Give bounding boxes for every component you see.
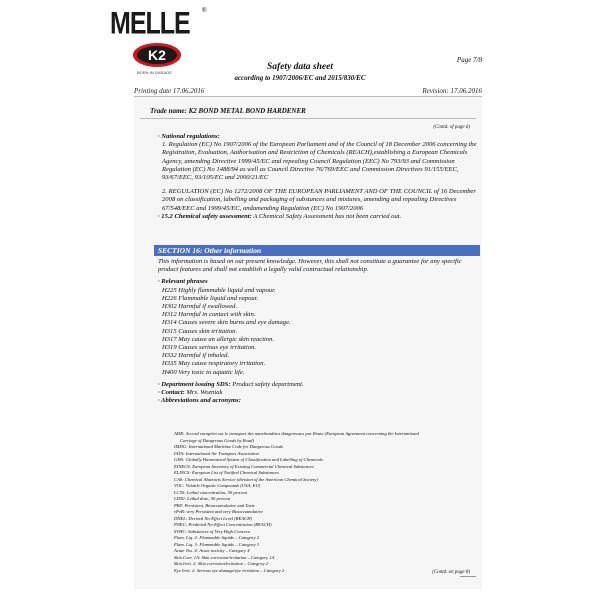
abbreviation-item: GHS: Globally Harmonised System of Classification and Labelling of Chemicals [174, 457, 323, 462]
abbreviation-item: Skin Corr. 1A: Skin corrosion/irritation – Category 1A [174, 554, 275, 560]
abbreviation-item: IATA: International Air Transport Association [174, 450, 259, 456]
phrases-heading: · Relevant phrases [158, 278, 208, 286]
abbreviation-item: ADR: Accord européen sur le transport des marchandises dangereuses par Route (European Agreement concerning the International [174, 431, 419, 436]
document-title: Safety data sheet [267, 62, 333, 72]
document-body [134, 96, 482, 589]
continued-from: (Contd. of page 6) [433, 125, 470, 130]
date-row [134, 87, 482, 95]
abbreviations-list [174, 431, 474, 574]
csa-label: · 15.2 Chemical safety assessment: [158, 212, 252, 220]
department-text: Product safety department. [230, 380, 304, 388]
divider [460, 576, 476, 577]
printing-date: Printing date 17.06.2016 [134, 87, 205, 95]
phrase-item: H317 May cause an allergic skin reaction. [162, 335, 275, 343]
section-16-body [158, 258, 478, 405]
phrase-item: H225 Highly flammable liquid and vapour. [162, 286, 276, 294]
abbreviation-item: ELINCS: European List of Notified Chemical Substances [174, 470, 279, 475]
k2-text: K2 [148, 47, 166, 63]
abbreviation-item: Carriage of Dangerous Goods by Road) [180, 437, 254, 443]
document-subtitle: according to 1907/2006/EC and 2015/830/EC [234, 74, 366, 82]
abbreviation-item: LD50: Lethal dose, 50 percent [174, 496, 231, 501]
phrase-item: H400 Very toxic to aquatic life. [162, 368, 245, 376]
national-regulations [158, 133, 478, 221]
abbreviation-item: vPvB: very Persistent and very Bioaccumulative [174, 509, 263, 514]
abbreviation-item: PNEC: Predicted No-Effect Concentration (REACH) [174, 522, 272, 527]
abbreviation-item: EINECS: European Inventory of Existing Commercial Chemical Substances [174, 463, 314, 469]
phrase-item: H315 Causes skin irritation. [162, 327, 238, 335]
phrase-item: H302 Harmful if swallowed. [162, 303, 238, 311]
trade-name: Trade name: K2 BOND METAL BOND HARDENER [150, 107, 306, 115]
divider [140, 118, 476, 119]
contact-label: · Contact: [158, 389, 185, 397]
page-number: Page 7/8 [456, 56, 482, 64]
abbreviation-item: VOC: Volatile Organic Compounds (USA, EU) [174, 483, 261, 488]
disclaimer: This information is based on our present knowledge. However, this shall not constitute a guarantee for any specific product features and shall not establish a legally valid contractual relationship. [158, 258, 462, 274]
abbreviation-item: Flam. Liq. 2: Flammable liquids – Category 2 [174, 535, 260, 540]
phrase-item: H312 Harmful in contact with skin. [162, 311, 256, 319]
regulations-heading: · National regulations: [158, 133, 220, 140]
k2-slogan: BORN IN GARAGE [137, 70, 172, 75]
revision-date: Revision: 17.06.2016 [422, 87, 482, 95]
abbreviation-item: Eye Irrit. 2: Serious eye damage/eye irritation – Category 2 [174, 567, 285, 573]
melle-wordmark: MELLE [110, 6, 190, 41]
phrase-item: H332 Harmful if inhaled. [162, 352, 230, 360]
phrase-item: H319 Causes serious eye irritation. [162, 344, 256, 352]
regulation-1: 1. Regulation (EC) No 1907/2006 of the European Parliament and of the Council of 18 December 2006 concerning the Registration, Evaluation, Authorisation and Restriction of Chemicals (REACH),establishing a European Chemicals Agency, amending Directive 1999/45/EC and repealing Council Regulation (EEC) No 793/93 and Commission Regulation (EC) No 1488/94 as well as Council Directive 76/769/EEC and Commission Directives 91/155/EEC, 93/67/EEC, 93/105/EC and 2000/21/EC [162, 141, 477, 182]
abbreviation-item: Skin Irrit. 2: Skin corrosion/irritation – Category 2 [174, 561, 268, 566]
phrase-item: H314 Causes severe skin burns and eye damage. [162, 319, 291, 327]
abbreviation-item: LC50: Lethal concentration, 50 percent [174, 489, 247, 495]
contact-text: Mrs. Wozniak [184, 389, 223, 397]
abbreviation-item: CAS: Chemical Abstracts Service (division of the American Chemical Society) [174, 476, 318, 482]
abbreviation-item: Flam. Liq. 3: Flammable liquids – Category 3 [174, 541, 260, 547]
phrase-item: H226 Flammable liquid and vapour. [162, 294, 259, 302]
regulation-2: 2. REGULATION (EC) No 1272/2008 OF THE EUROPEAN PARLIAMENT AND OF THE COUNCIL of 16 December 2008 on classification, labelling and packaging of substances and mixtures, amending and repealing Directives 67/548/EEC and 1999/45/EC, andamending Regulation (EC) No 1907/2006 [162, 188, 476, 212]
phrase-item: H335 May cause respiratory irritation. [162, 360, 266, 368]
section-16-heading: SECTION 16: Other information [154, 245, 480, 256]
abbreviation-item: SVHC: Substances of Very High Concern [174, 528, 250, 534]
abbreviation-item: Acute Tox. 4: Acute toxicity – Category 4 [174, 548, 250, 553]
phrases-list [158, 287, 478, 377]
csa-text: A Chemical Safety Assessment has not been carried out. [251, 212, 402, 220]
abbreviations-heading: · Abbreviations and acronyms: [158, 397, 241, 405]
continued-on: (Contd. on page 8) [432, 570, 470, 575]
registered-mark: ® [202, 8, 207, 14]
abbreviation-item: IMDG: International Maritime Code for Dangerous Goods [174, 444, 284, 449]
abbreviation-item: DNEL: Derived No-Effect Level (REACH) [174, 515, 253, 521]
abbreviation-item: PBT: Persistent, Bioaccumulative and Toxic [174, 502, 256, 508]
department-label: · Department issuing SDS: [158, 380, 231, 388]
